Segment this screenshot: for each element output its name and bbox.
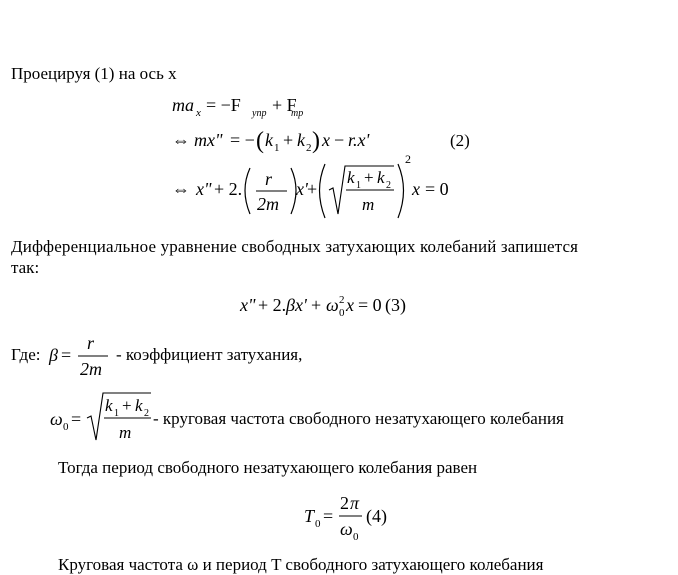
svg-text:+ 2.: + 2. (214, 179, 243, 199)
svg-text:+: + (311, 295, 322, 315)
svg-text:2: 2 (339, 294, 345, 306)
svg-text:0: 0 (339, 307, 345, 319)
beta-denominator: 2m (80, 359, 102, 379)
svg-text:x': x' (296, 179, 308, 199)
svg-text:ω: ω (340, 519, 353, 539)
svg-text:= 0: = 0 (358, 295, 382, 315)
equation-2 (172, 128, 470, 154)
eq1-plus: + F (272, 95, 297, 115)
svg-text:2m: 2m (257, 194, 279, 214)
svg-text:x: x (346, 295, 354, 315)
svg-text:+: + (307, 179, 318, 199)
svg-text:⇔: ⇔ (172, 130, 190, 150)
beta-formula (48, 333, 108, 379)
eq3-number: (3) (385, 295, 406, 315)
svg-text:(: ( (256, 128, 264, 154)
svg-text:1: 1 (356, 180, 361, 191)
omega-description: - круговая частота свободного незатухающего колебания (153, 409, 564, 428)
svg-text:−: − (334, 130, 345, 150)
svg-text:x": x" (196, 179, 212, 199)
beta-numerator: r (87, 333, 95, 353)
svg-text:+: + (122, 396, 132, 415)
where-label: Где: (11, 345, 41, 364)
svg-text:+ 2.: + 2. (258, 295, 287, 315)
svg-text:ω: ω (50, 409, 63, 429)
diff-eq-line-1: Дифференциальное уравнение свободных затухающих колебаний запишется (11, 237, 579, 256)
svg-text:m: m (119, 423, 132, 442)
svg-text:2: 2 (306, 142, 312, 154)
beta-description: - коэффициент затухания, (116, 345, 303, 364)
svg-text:⇔: ⇔ (172, 179, 190, 199)
svg-text:= 0: = 0 (425, 179, 449, 199)
svg-text:): ) (312, 128, 320, 154)
svg-text:βx': βx' (286, 295, 307, 315)
svg-text:1: 1 (274, 142, 280, 154)
svg-text:mx": mx" (194, 130, 223, 150)
svg-text:0: 0 (315, 518, 321, 530)
svg-text:r.x': r.x' (348, 130, 370, 150)
svg-text:β: β (49, 345, 58, 365)
svg-text:r: r (265, 169, 273, 189)
svg-text:=: = (323, 506, 334, 526)
svg-text:+: + (283, 130, 294, 150)
svg-text:m: m (362, 195, 375, 214)
svg-text:2: 2 (340, 493, 349, 513)
svg-text:2: 2 (405, 152, 411, 166)
eq1-lhs: ma (172, 95, 194, 115)
svg-text:+: + (364, 168, 374, 187)
eq4-number: (4) (366, 506, 387, 526)
svg-text:π: π (350, 493, 360, 513)
intro-text: Проецируя (1) на ось x (11, 64, 177, 83)
svg-text:=: = (61, 345, 72, 365)
svg-text:k: k (297, 130, 305, 150)
equation-1 (172, 95, 303, 119)
svg-text:x: x (322, 130, 330, 150)
svg-text:T: T (304, 506, 315, 526)
svg-text:k: k (265, 130, 273, 150)
svg-text:2: 2 (144, 408, 149, 419)
eq2-number: (2) (450, 131, 470, 150)
equation-3-expanded (172, 152, 449, 218)
period-intro-text: Тогда период свободного незатухающего колебания равен (58, 458, 478, 477)
svg-text:k: k (135, 396, 143, 415)
period-formula (304, 493, 387, 543)
omega0-formula (50, 393, 151, 442)
bottom-line-text: Круговая частота ω и период T свободного затухающего колебания (58, 555, 544, 574)
eq1-sub-x: x (196, 107, 201, 119)
svg-text:= −: = − (230, 130, 255, 150)
svg-text:=: = (71, 409, 82, 429)
diff-eq-line-2: так: (11, 258, 40, 277)
svg-text:2: 2 (386, 180, 391, 191)
eq1-sub-upr: упр (252, 108, 267, 119)
svg-text:0: 0 (353, 531, 359, 543)
equation-3 (239, 294, 406, 319)
svg-text:0: 0 (63, 421, 69, 433)
svg-text:1: 1 (114, 408, 119, 419)
svg-text:ω: ω (326, 295, 339, 315)
svg-text:k: k (347, 168, 355, 187)
eq1-sub-tr: тр (291, 108, 304, 119)
svg-text:x: x (412, 179, 420, 199)
svg-text:k: k (377, 168, 385, 187)
svg-text:x": x" (240, 295, 256, 315)
svg-text:k: k (105, 396, 113, 415)
eq1-rhs: = −F (206, 95, 241, 115)
